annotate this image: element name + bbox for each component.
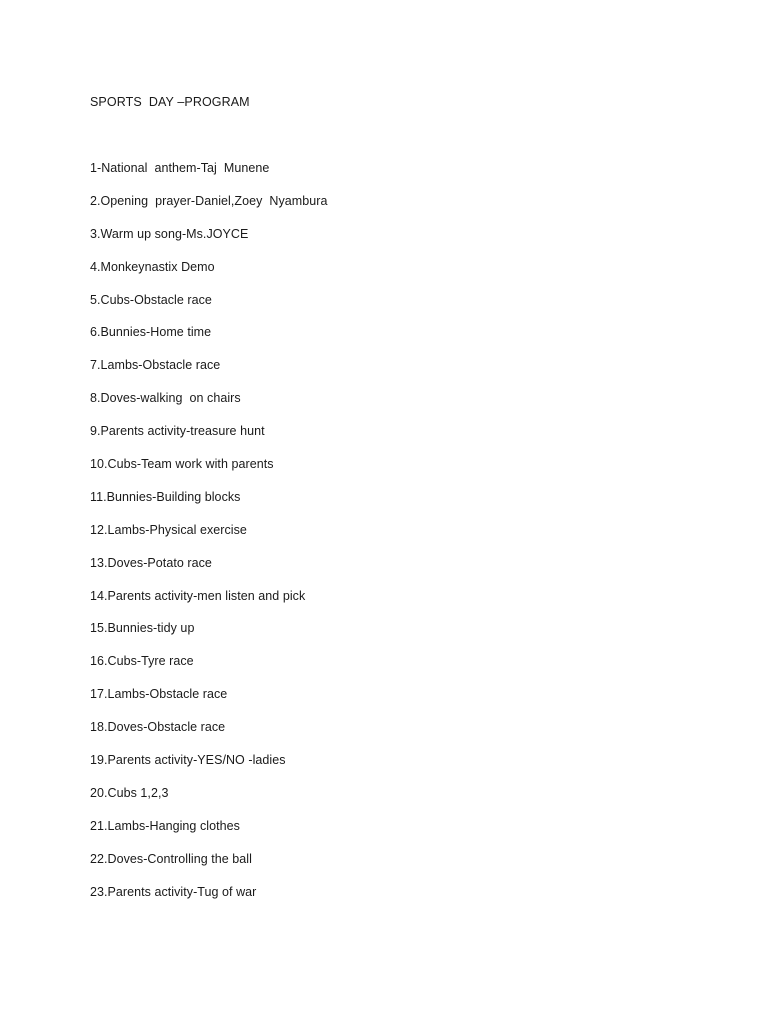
program-item: 7.Lambs-Obstacle race — [90, 358, 221, 373]
program-item: 5.Cubs-Obstacle race — [90, 292, 212, 307]
program-item: 1-National anthem-Taj Munene — [90, 161, 270, 175]
program-item: 3.Warm up song-Ms.JOYCE — [90, 226, 249, 241]
program-item: 9.Parents activity-treasure hunt — [90, 424, 265, 439]
program-item: 20.Cubs 1,2,3 — [90, 785, 169, 800]
program-list — [90, 160, 327, 916]
program-item: 14.Parents activity-men listen and pick — [90, 588, 306, 603]
program-item: 13.Doves-Potato race — [90, 555, 212, 570]
document-title: SPORTS DAY –PROGRAM — [90, 95, 250, 109]
program-item: 16.Cubs-Tyre race — [90, 654, 194, 669]
program-item: 10.Cubs-Team work with parents — [90, 457, 274, 472]
program-item: 15.Bunnies-tidy up — [90, 621, 195, 636]
program-item: 17.Lambs-Obstacle race — [90, 687, 228, 702]
program-item: 12.Lambs-Physical exercise — [90, 522, 247, 537]
program-item: 21.Lambs-Hanging clothes — [90, 818, 240, 833]
program-item: 23.Parents activity-Tug of war — [90, 884, 257, 899]
program-item: 22.Doves-Controlling the ball — [90, 851, 252, 866]
program-item: 18.Doves-Obstacle race — [90, 720, 226, 735]
program-item: 11.Bunnies-Building blocks — [90, 489, 241, 504]
program-item: 2.Opening prayer-Daniel,Zoey Nyambura — [90, 193, 328, 208]
program-item: 8.Doves-walking on chairs — [90, 391, 241, 406]
program-item: 19.Parents activity-YES/NO -ladies — [90, 753, 286, 768]
program-item: 4.Monkeynastix Demo — [90, 259, 215, 274]
program-item: 6.Bunnies-Home time — [90, 325, 212, 340]
